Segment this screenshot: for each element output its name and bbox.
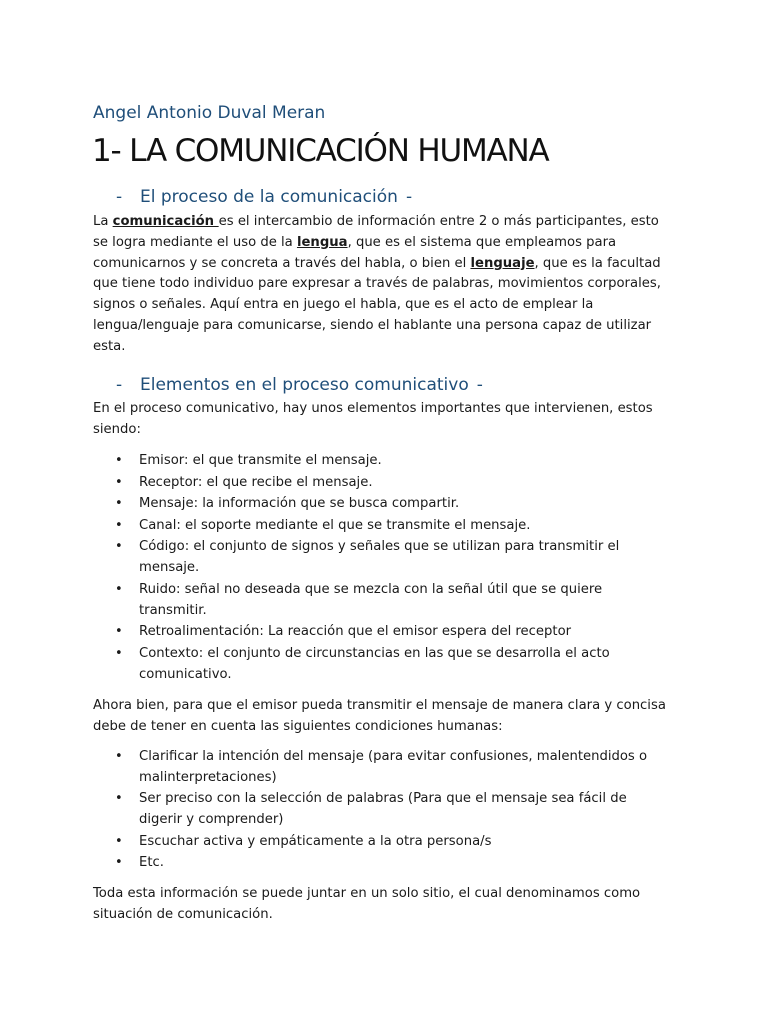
list-item-text: Ser preciso con la selección de palabras (Para que el mensaje sea fácil de digerir y comprender) — [139, 791, 627, 828]
bullet-icon: • — [115, 624, 123, 640]
conditions-list — [93, 747, 673, 875]
bullet-icon: • — [115, 539, 123, 555]
paragraph-condiciones-intro: Ahora bien, para que el emisor pueda transmitir el mensaje de manera clara y concisa debe de tener en cuenta las siguientes condiciones humanas: — [93, 698, 666, 734]
heading-trailing-dash: - — [476, 375, 483, 395]
paragraph-intro-elementos: En el proceso comunicativo, hay unos elementos importantes que intervienen, estos siendo: — [93, 401, 653, 437]
paragraph-definicion — [93, 212, 673, 358]
heading-trailing-dash: - — [405, 187, 413, 207]
text-run: es el intercambio de información entre 2 o más participantes, esto se logra mediante el uso de la — [93, 214, 659, 250]
heading-dash: - — [116, 187, 123, 207]
list-item-text: Ruido: señal no deseada que se mezcla con la señal útil que se quiere transmitir. — [139, 581, 603, 618]
bullet-icon: • — [115, 496, 123, 512]
bullet-icon: • — [115, 453, 123, 468]
elements-list — [93, 451, 673, 686]
text-run: , que es la facultad que tiene todo individuo pare expresar a través de palabras, movimientos corporales, signos o señales. Aquí entra en juego el habla, que es el acto de emplear la lengua/lenguaje para comunicarse, siendo el hablante una persona capaz de utilizar esta. — [93, 255, 661, 354]
list-item — [93, 832, 673, 853]
bullet-icon: • — [115, 517, 123, 533]
text-run: , que es el sistema que empleamos para comunicarnos y se concreta a través del habla, o bien el — [93, 234, 617, 271]
bullet-icon: • — [115, 474, 123, 490]
bullet-icon: • — [115, 645, 123, 661]
list-item-text: Mensaje: la información que se busca compartir. — [139, 496, 460, 512]
list-item — [93, 580, 673, 622]
list-item — [93, 537, 673, 579]
list-item-text: Contexto: el conjunto de circunstancias en las que se desarrolla el acto comunicativo. — [139, 645, 610, 682]
list-item — [93, 622, 673, 643]
heading-dash: - — [116, 375, 123, 395]
bullet-icon: • — [115, 749, 123, 764]
keyword-lenguaje: lenguaje — [470, 255, 535, 271]
keyword-lengua: lengua — [296, 234, 348, 250]
section-heading-elementos — [116, 374, 483, 396]
list-item — [93, 644, 673, 686]
list-item-text: Canal: el soporte mediante el que se transmite el mensaje. — [139, 517, 531, 533]
section-heading-proceso — [116, 186, 412, 208]
list-item — [93, 747, 673, 789]
bullet-icon: • — [115, 791, 123, 807]
list-item-text: Etc. — [139, 855, 164, 871]
bullet-icon: • — [115, 833, 123, 849]
bullet-icon: • — [115, 581, 123, 597]
list-item-text: Código: el conjunto de signos y señales que se utilizan para transmitir el mensaje. — [139, 539, 620, 576]
list-item — [93, 853, 673, 874]
paragraph-cierre: Toda esta información se puede juntar en un solo sitio, el cual denominamos como situación de comunicación. — [93, 886, 641, 922]
keyword-comunicacion: comunicación — [112, 214, 219, 229]
list-item-text: Retroalimentación: La reacción que el emisor espera del receptor — [139, 624, 572, 640]
list-item — [93, 516, 673, 537]
list-item-text: Emisor: el que transmite el mensaje. — [139, 453, 382, 468]
list-item-text: Receptor: el que recibe el mensaje. — [139, 474, 373, 490]
section-heading-text: Elementos en el proceso comunicativo — [140, 375, 469, 395]
document-title: 1- LA COMUNICACIÓN HUMANA — [92, 133, 549, 169]
list-item-text: Escuchar activa y empáticamente a la otra persona/s — [139, 833, 492, 849]
section-heading-text: El proceso de la comunicación — [140, 187, 398, 207]
author-name: Angel Antonio Duval Meran — [93, 103, 326, 123]
list-item — [93, 789, 673, 831]
list-item — [93, 451, 673, 472]
bullet-icon: • — [115, 855, 123, 871]
list-item — [93, 473, 673, 494]
text-run: La — [93, 214, 113, 229]
list-item — [93, 494, 673, 515]
list-item-text: Clarificar la intención del mensaje (para evitar confusiones, malentendidos o malinterpretaciones) — [139, 749, 648, 785]
